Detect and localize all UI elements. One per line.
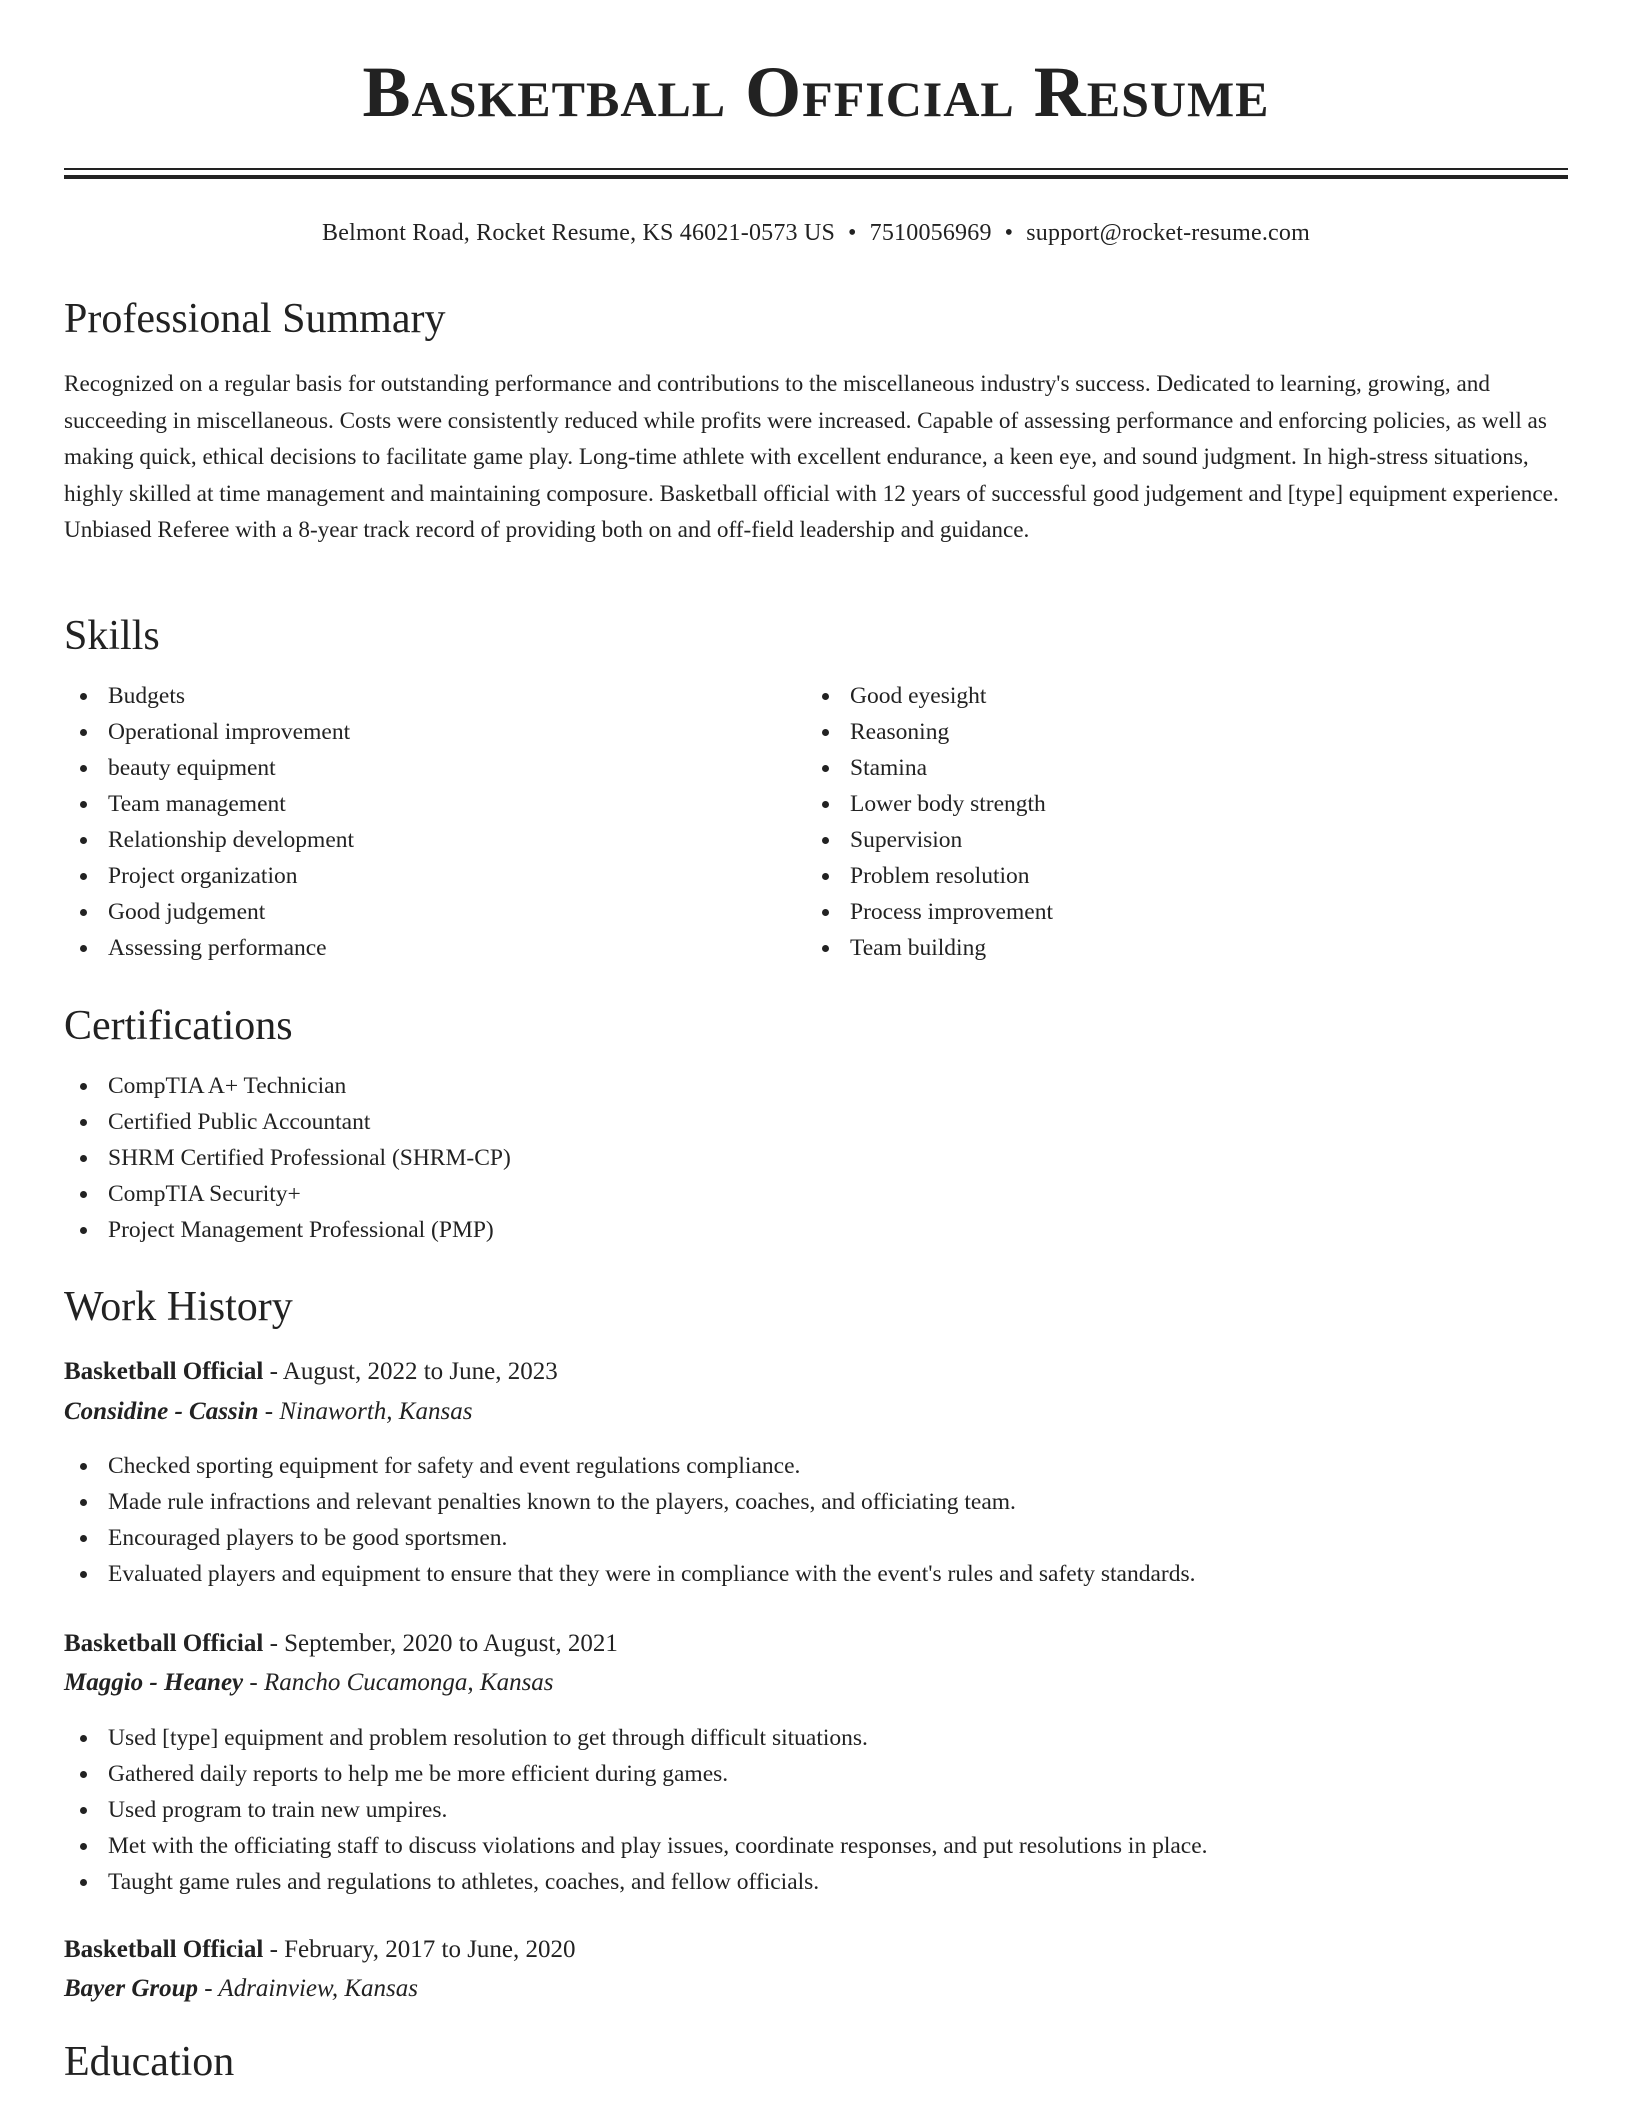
list-item: Taught game rules and regulations to athletes, coaches, and fellow officials. [64,1864,1514,1900]
title-divider-thin [64,168,1568,170]
contact-email: support@rocket-resume.com [1026,220,1310,246]
certifications-list [64,1068,1464,1248]
list-item: Team management [64,786,764,822]
job-duties-list [64,1720,1514,1900]
list-item: Relationship development [64,822,764,858]
job-location: - Rancho Cucamonga, Kansas [243,1669,554,1696]
job-company: Maggio - Heaney [64,1669,244,1696]
section-heading-skills: Skills [64,613,160,659]
list-item: Team building [806,930,1506,966]
resume-title: Basketball Official Resume [362,52,1270,132]
list-item: Certified Public Accountant [64,1104,1464,1140]
skills-list-right [806,678,1506,966]
list-item: Encouraged players to be good sportsmen. [64,1520,1514,1556]
list-item: Checked sporting equipment for safety and event regulations compliance. [64,1448,1514,1484]
job-dates: - February, 2017 to June, 2020 [263,1936,576,1963]
list-item: Process improvement [806,894,1506,930]
list-item: Made rule infractions and relevant penalties known to the players, coaches, and officiating team. [64,1484,1514,1520]
list-item: Met with the officiating staff to discuss violations and play issues, coordinate responses, and put resolutions in place. [64,1828,1514,1864]
contact-separator: • [848,220,857,246]
section-heading-work-history: Work History [64,1284,293,1330]
list-item: Good judgement [64,894,764,930]
list-item: Stamina [806,750,1506,786]
job-employer [64,1667,554,1699]
list-item: Project organization [64,858,764,894]
job-heading [64,1628,618,1660]
job-location: - Ninaworth, Kansas [258,1398,473,1425]
section-heading-summary: Professional Summary [64,296,446,342]
list-item: SHRM Certified Professional (SHRM-CP) [64,1140,1464,1176]
job-dates: - August, 2022 to June, 2023 [263,1358,558,1385]
list-item: Reasoning [806,714,1506,750]
job-duties-list [64,1448,1514,1592]
list-item: CompTIA Security+ [64,1176,1464,1212]
job-dates: - September, 2020 to August, 2021 [263,1630,618,1657]
list-item: Evaluated players and equipment to ensure that they were in compliance with the event's rules and safety standards. [64,1556,1514,1592]
job-location: - Adrainview, Kansas [198,1975,418,2002]
section-heading-education: Education [64,2039,235,2085]
list-item: Used [type] equipment and problem resolution to get through difficult situations. [64,1720,1514,1756]
list-item: Operational improvement [64,714,764,750]
job-company: Bayer Group [64,1975,199,2002]
job-title: Basketball Official [64,1358,264,1385]
list-item: Supervision [806,822,1506,858]
job-heading [64,1934,576,1966]
section-heading-certifications: Certifications [64,1003,293,1049]
skills-list-left [64,678,764,966]
list-item: Project Management Professional (PMP) [64,1212,1464,1248]
job-company: Considine - Cassin [64,1398,259,1425]
list-item: Good eyesight [806,678,1506,714]
job-title: Basketball Official [64,1936,264,1963]
list-item: Used program to train new umpires. [64,1792,1514,1828]
contact-address: Belmont Road, Rocket Resume, KS 46021-0573 US [322,220,836,246]
contact-line [0,218,1632,248]
list-item: Gathered daily reports to help me be more efficient during games. [64,1756,1514,1792]
title-divider-thick [64,175,1568,179]
contact-phone: 7510056969 [869,220,992,246]
list-item: beauty equipment [64,750,764,786]
summary-text: Recognized on a regular basis for outstanding performance and contributions to the miscellaneous industry's success. Dedicated to learning, growing, and succeeding in miscellaneous. Costs were consistently reduced while profits were increased. Capable of assessing performance and enforcing policies, as well as making quick, ethical decisions to facilitate game play. Long-time athlete with excellent endurance, a keen eye, and sound judgment. In high-stress situations, highly skilled at time management and maintaining composure. Basketball official with 12 years of successful good judgement and [type] equipment experience. Unbiased Referee with a 8-year track record of providing both on and off-field leadership and guidance. [64,371,1559,543]
list-item: CompTIA A+ Technician [64,1068,1464,1104]
job-title: Basketball Official [64,1630,264,1657]
job-employer [64,1973,418,2005]
contact-separator: • [1004,220,1014,246]
job-heading [64,1356,558,1388]
list-item: Budgets [64,678,764,714]
list-item: Assessing performance [64,930,764,966]
job-employer [64,1396,472,1428]
list-item: Problem resolution [806,858,1506,894]
list-item: Lower body strength [806,786,1506,822]
